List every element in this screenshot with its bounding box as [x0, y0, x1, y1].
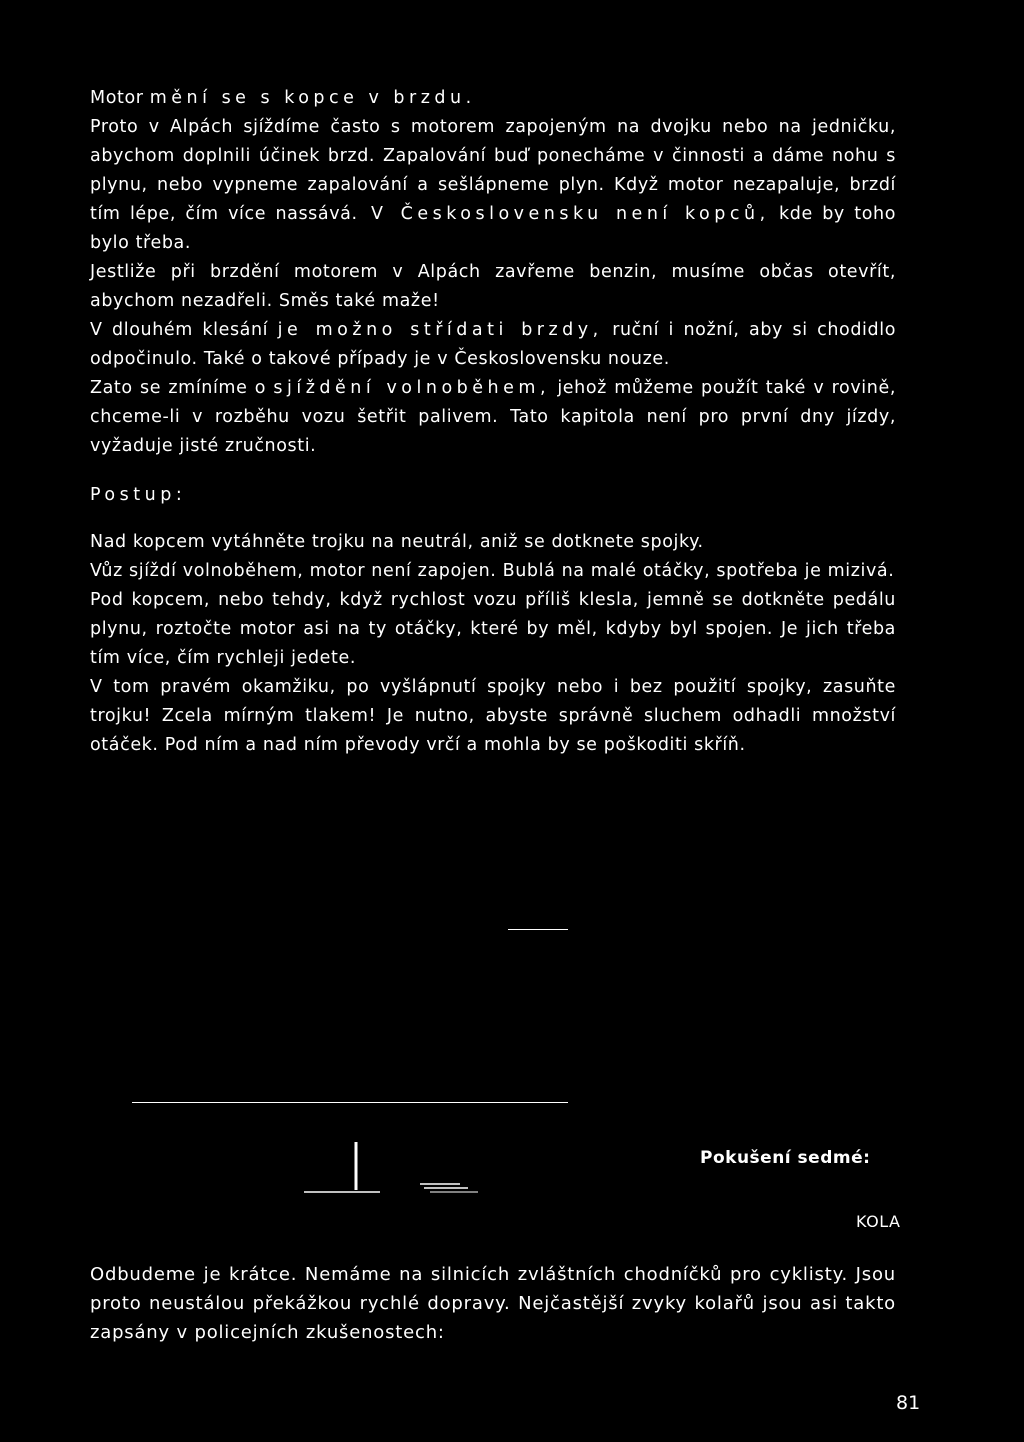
paragraph-2	[90, 113, 896, 258]
emphasis-text: V Československu není kopců,	[357, 204, 770, 224]
ornament-logo	[300, 1140, 490, 1200]
paragraph-8: Pod kopcem, nebo tehdy, když rychlost vozu příliš klesla, jemně se dotkněte pedálu plynu, roztočte motor asi na ty otáčky, které by měl, kdyby byl spojen. Je jich třeba tím více, čím rychleji jedete.	[90, 590, 896, 668]
main-text	[90, 84, 896, 760]
section-heading: Postup:	[90, 485, 187, 505]
text: Zato se zmíníme o	[90, 378, 274, 398]
bottom-text	[90, 1260, 896, 1347]
chapter-title: Pokušení sedmé:	[700, 1148, 871, 1168]
long-divider	[132, 1102, 568, 1103]
text: ruční i nožní, aby si chodidlo odpočinulo. Také o takové případy je v Československu nouze.	[90, 320, 896, 369]
text: V dlouhém klesání	[90, 320, 278, 340]
text: kde by toho bylo třeba.	[90, 204, 896, 253]
paragraph-4	[90, 316, 896, 374]
page-number: 81	[896, 1392, 921, 1414]
text: Proto v Alpách sjíždíme často s motorem zapojeným na dvojku nebo na jedničku, abychom doplnili účinek brzd. Zapalování buď ponecháme v činnosti a dáme nohu s plynu, nebo vypneme zapalování a sešlápneme plyn. Když motor nezapaluje, brzdí tím lépe, čím více nassává.	[90, 117, 896, 224]
paragraph-1	[90, 84, 896, 113]
short-divider	[508, 929, 568, 930]
paragraph-7: Vůz sjíždí volnoběhem, motor není zapojen. Bublá na malé otáčky, spotřeba je mizivá.	[90, 561, 895, 581]
paragraph-9: V tom pravém okamžiku, po vyšlápnutí spojky nebo i bez použití spojky, zasuňte trojku! Zcela mírným tlakem! Je nutno, abyste správně sluchem odhadli množství otáček. Pod ním a nad ním převody vrčí a mohla by se poškoditi skříň.	[90, 677, 896, 755]
emphasis-text: sjíždění volnoběhem,	[273, 378, 551, 398]
paragraph-6: Nad kopcem vytáhněte trojku na neutrál, aniž se dotknete spojky.	[90, 532, 704, 552]
text: jehož můžeme použít také v rovině, chceme-li v rozběhu vozu šetřit palivem. Tato kapitola není pro první dny jízdy, vyžaduje jisté zručnosti.	[90, 378, 896, 456]
emphasis-text: je možno střídati brzdy,	[277, 320, 603, 340]
chapter-subtitle: KOLA	[856, 1212, 901, 1231]
text: Motor	[90, 88, 150, 108]
emphasis-text: mění se s kopce v brzdu.	[149, 88, 476, 108]
paragraph-3: Jestliže při brzdění motorem v Alpách zavřeme benzin, musíme občas otevřít, abychom nezadřeli. Směs také maže!	[90, 262, 896, 311]
paragraph-5	[90, 374, 896, 461]
paragraph-bottom: Odbudeme je krátce. Nemáme na silnicích zvláštních chodníčků pro cyklisty. Jsou proto neustálou překážkou rychlé dopravy. Nejčastější zvyky kolařů jsou asi takto zapsány v policejních zkušenostech:	[90, 1264, 896, 1343]
